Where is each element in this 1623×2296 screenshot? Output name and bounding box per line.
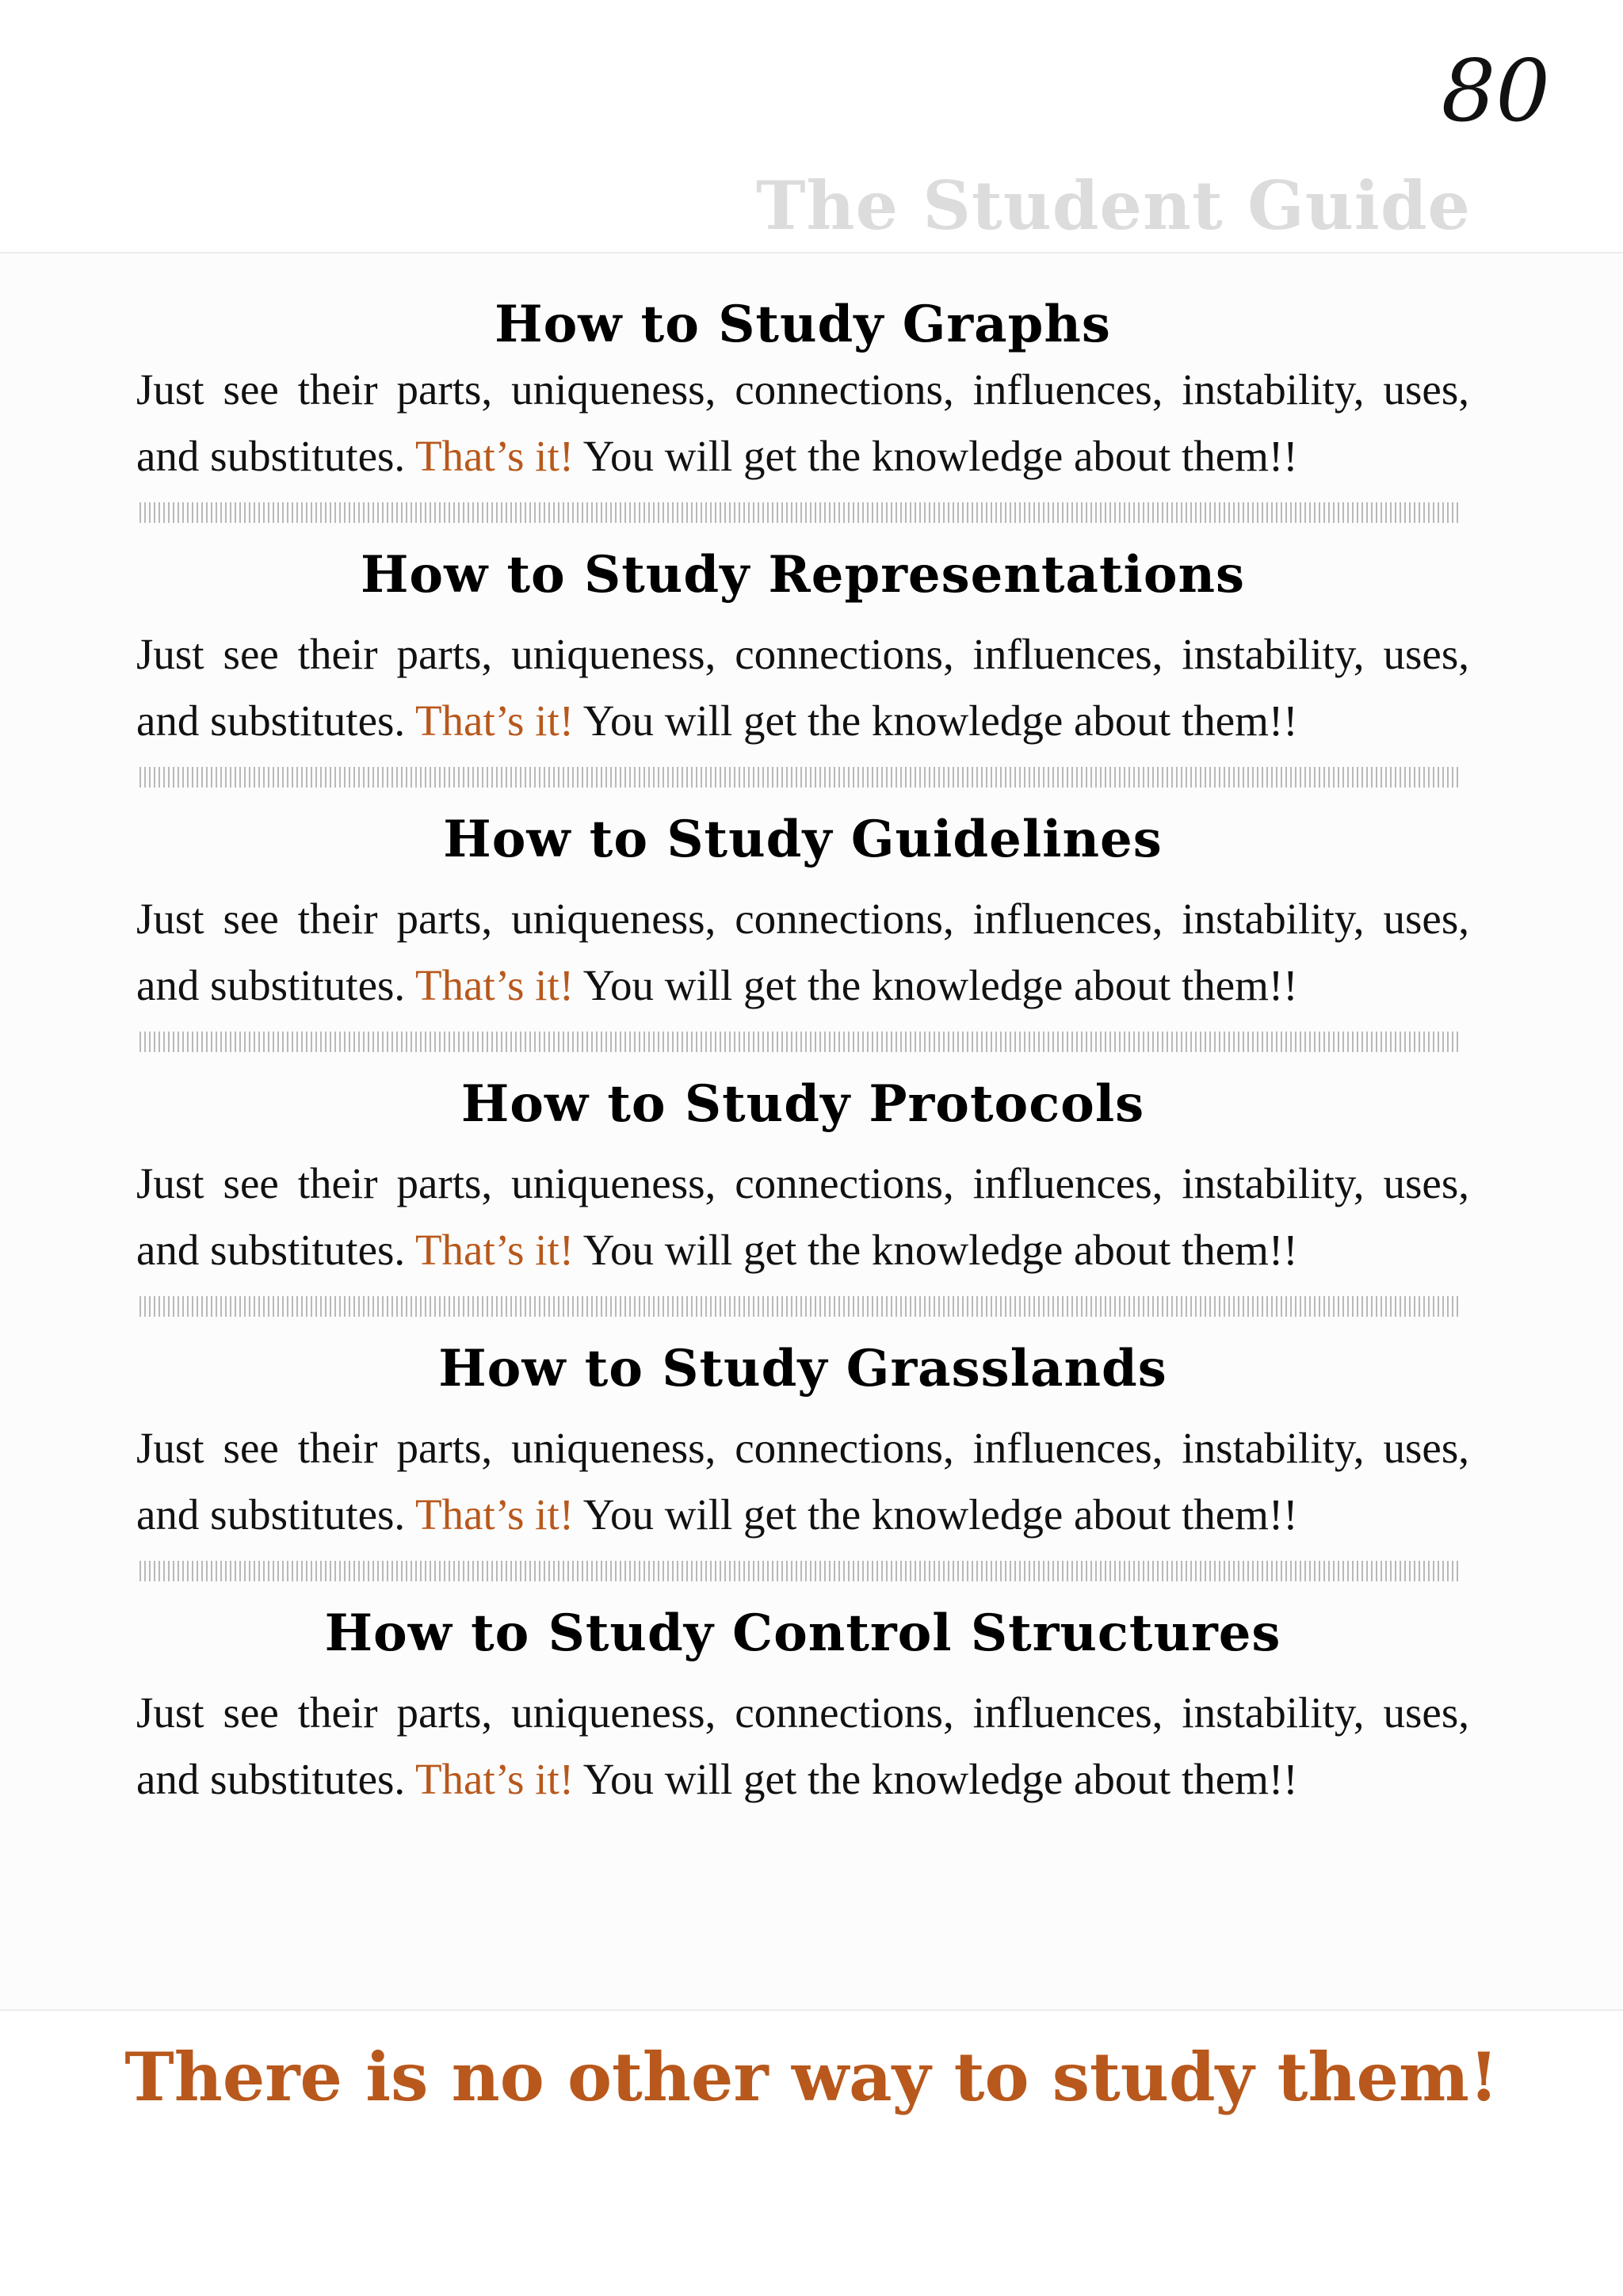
- section-representations: [136, 545, 1469, 788]
- section-heading: How to Study Control Structures: [324, 1604, 1281, 1663]
- section-body: [136, 357, 1469, 490]
- emphasis-text: That’s it!: [414, 961, 575, 1009]
- section-heading: How to Study Grasslands: [438, 1339, 1167, 1398]
- emphasis-text: That’s it!: [414, 1490, 575, 1539]
- section-heading: How to Study Representations: [360, 545, 1246, 605]
- emphasis-text: That’s it!: [414, 1755, 575, 1803]
- section-body: [136, 886, 1469, 1019]
- body-text: Just see their parts, uniqueness, connections, influences, instability, uses, and substitutes.: [136, 630, 1469, 745]
- section-body: [136, 621, 1469, 754]
- section-heading: How to Study Guidelines: [443, 810, 1163, 869]
- section-control-structures: [136, 1604, 1469, 1813]
- body-text: Just see their parts, uniqueness, connections, influences, instability, uses, and substitutes.: [136, 1159, 1469, 1274]
- divider: [139, 1296, 1461, 1317]
- body-text: Just see their parts, uniqueness, connections, influences, instability, uses, and substitutes.: [136, 1688, 1469, 1803]
- tail-text: You will get the knowledge about them!!: [582, 961, 1298, 1009]
- section-body: [136, 1415, 1469, 1548]
- closing-statement: There is no other way to study them!: [124, 2038, 1499, 2116]
- emphasis-text: That’s it!: [414, 696, 575, 745]
- page-number: 80: [1441, 42, 1550, 141]
- content: [136, 252, 1469, 1813]
- divider: [139, 502, 1461, 523]
- section-graphs: [136, 295, 1469, 523]
- emphasis-text: That’s it!: [414, 432, 575, 480]
- section-guidelines: [136, 810, 1469, 1052]
- body-text: Just see their parts, uniqueness, connections, influences, instability, uses, and substitutes.: [136, 365, 1469, 480]
- tail-text: You will get the knowledge about them!!: [582, 696, 1298, 745]
- section-protocols: [136, 1074, 1469, 1317]
- section-body: [136, 1150, 1469, 1283]
- section-heading: How to Study Protocols: [460, 1074, 1145, 1134]
- tail-text: You will get the knowledge about them!!: [582, 432, 1298, 480]
- section-heading: How to Study Graphs: [495, 295, 1111, 354]
- divider: [139, 767, 1461, 788]
- tail-text: You will get the knowledge about them!!: [582, 1490, 1298, 1539]
- tail-text: You will get the knowledge about them!!: [582, 1755, 1298, 1803]
- body-text: Just see their parts, uniqueness, connections, influences, instability, uses, and substitutes.: [136, 894, 1469, 1009]
- body-text: Just see their parts, uniqueness, connections, influences, instability, uses, and substitutes.: [136, 1424, 1469, 1539]
- section-body: [136, 1680, 1469, 1813]
- divider: [139, 1032, 1461, 1052]
- running-head: The Student Guide: [756, 166, 1471, 245]
- divider: [139, 1561, 1461, 1581]
- section-grasslands: [136, 1339, 1469, 1581]
- emphasis-text: That’s it!: [414, 1226, 575, 1274]
- tail-text: You will get the knowledge about them!!: [582, 1226, 1298, 1274]
